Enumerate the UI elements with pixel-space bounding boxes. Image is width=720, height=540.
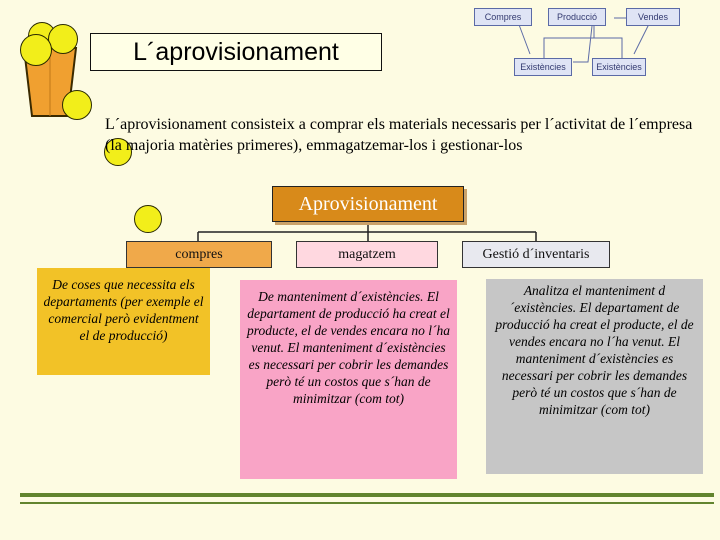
description-compres: De coses que necessita els departaments (per exemple el comercial però evidentment el de producció) (37, 268, 210, 375)
org-node-magatzem: magatzem (296, 241, 438, 268)
mini-box-produccio: Producció (548, 8, 606, 26)
description-magatzem: De manteniment d´existències. El departament de producció ha creat el producte, el de vendes encara no l´ha venut. El manteniment d´existències es necessari per cobrir les demandes però té un costos que s´han de minimitzar (com tot) (240, 280, 457, 479)
description-gestio-inventaris: Analitza el manteniment d´existències. El departament de producció ha creat el producte, el de vendes encara no l´ha venut. El manteniment d´existències es necessari per cobrir les demandes però té un costos que s´han de minimitzar (com tot) (486, 279, 703, 474)
mini-box-existencies-left: Existències (514, 58, 572, 76)
org-root-box: Aprovisionament (272, 186, 464, 222)
intro-paragraph: L´aprovisionament consisteix a comprar els materials necessaris per l´activitat de l´empresa (la majoria matèries primeres), emmagatzemar-los i gestionar-los (105, 116, 693, 154)
org-node-compres: compres (126, 241, 272, 268)
mini-box-compres: Compres (474, 8, 532, 26)
footer-bar-top (20, 493, 714, 497)
footer-bar-bottom (20, 502, 714, 504)
org-node-gestio-inventaris: Gestió d´inventaris (462, 241, 610, 268)
mini-box-vendes: Vendes (626, 8, 680, 26)
page-title: L´aprovisionament (133, 37, 339, 66)
mini-box-existencies-right: Existències (592, 58, 646, 76)
